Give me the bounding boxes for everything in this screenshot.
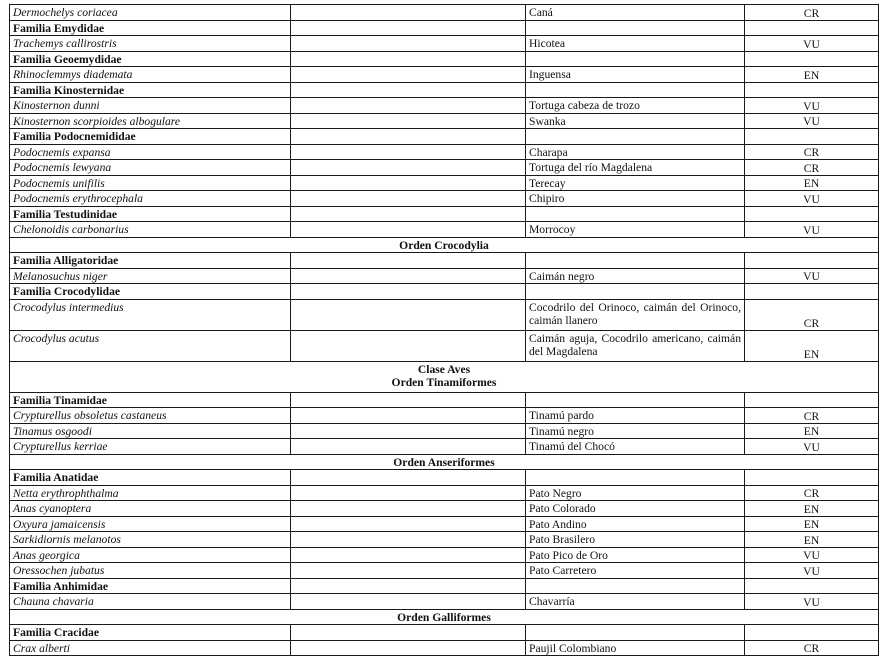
common-name-cell: Tinamú negro	[526, 423, 745, 439]
scientific-name-cell: Melanosuchus niger	[10, 268, 291, 284]
blank-cell	[291, 439, 526, 455]
species-status-table	[9, 4, 879, 656]
common-name-cell: Pato Negro	[526, 485, 745, 501]
family-name-cell: Familia Emydidae	[10, 20, 291, 36]
status-cell: VU	[745, 191, 879, 207]
species-row	[10, 516, 879, 532]
blank-cell	[291, 625, 526, 641]
family-row	[10, 284, 879, 300]
family-row	[10, 253, 879, 269]
species-row	[10, 423, 879, 439]
blank-cell	[291, 578, 526, 594]
blank-cell	[291, 36, 526, 52]
blank-cell	[291, 501, 526, 517]
blank-cell	[291, 160, 526, 176]
status-cell	[745, 284, 879, 300]
blank-cell	[291, 82, 526, 98]
family-name-cell: Familia Kinosternidae	[10, 82, 291, 98]
section-heading	[10, 454, 879, 470]
common-name-cell: Pato Brasilero	[526, 532, 745, 548]
blank-cell	[291, 175, 526, 191]
species-row	[10, 439, 879, 455]
common-name-cell: Tinamú pardo	[526, 408, 745, 424]
species-row	[10, 113, 879, 129]
status-cell: VU	[745, 98, 879, 114]
family-row	[10, 20, 879, 36]
common-name-cell: Paujil Colombiano	[526, 640, 745, 656]
taxon-section-row	[10, 237, 879, 253]
common-name-cell	[526, 392, 745, 408]
status-cell: EN	[745, 501, 879, 517]
blank-cell	[291, 222, 526, 238]
common-name-cell	[526, 206, 745, 222]
scientific-name-cell: Anas georgica	[10, 547, 291, 563]
status-cell	[745, 129, 879, 145]
status-cell	[745, 253, 879, 269]
species-row	[10, 36, 879, 52]
status-cell: VU	[745, 563, 879, 579]
section-heading	[10, 609, 879, 625]
common-name-cell: Hicotea	[526, 36, 745, 52]
species-row	[10, 160, 879, 176]
status-cell: CR	[745, 144, 879, 160]
status-cell: CR	[745, 640, 879, 656]
blank-cell	[291, 516, 526, 532]
family-name-cell: Familia Anatidae	[10, 470, 291, 486]
species-row	[10, 5, 879, 21]
status-cell: CR	[745, 5, 879, 21]
family-row	[10, 470, 879, 486]
scientific-name-cell: Podocnemis expansa	[10, 144, 291, 160]
status-cell: EN	[745, 516, 879, 532]
scientific-name-cell: Rhinoclemmys diademata	[10, 67, 291, 83]
common-name-cell	[526, 51, 745, 67]
status-cell	[745, 392, 879, 408]
family-name-cell: Familia Geoemydidae	[10, 51, 291, 67]
status-cell: VU	[745, 594, 879, 610]
status-cell: VU	[745, 547, 879, 563]
blank-cell	[291, 594, 526, 610]
species-row	[10, 299, 879, 330]
common-name-cell: Charapa	[526, 144, 745, 160]
common-name-cell: Caimán aguja, Cocodrilo americano, caimán del Magdalena	[526, 330, 745, 361]
species-row	[10, 594, 879, 610]
section-heading-line: Orden Tinamiformes	[391, 375, 497, 389]
common-name-cell: Tinamú del Chocó	[526, 439, 745, 455]
blank-cell	[291, 253, 526, 269]
status-cell: CR	[745, 485, 879, 501]
taxon-section-row	[10, 609, 879, 625]
scientific-name-cell: Sarkidiornis melanotos	[10, 532, 291, 548]
scientific-name-cell: Podocnemis unifilis	[10, 175, 291, 191]
scientific-name-cell: Podocnemis erythrocephala	[10, 191, 291, 207]
status-cell: VU	[745, 222, 879, 238]
species-row	[10, 532, 879, 548]
status-cell	[745, 20, 879, 36]
common-name-cell: Morrocoy	[526, 222, 745, 238]
scientific-name-cell: Podocnemis lewyana	[10, 160, 291, 176]
common-name-cell: Caná	[526, 5, 745, 21]
scientific-name-cell: Kinosternon scorpioides albogulare	[10, 113, 291, 129]
species-row	[10, 98, 879, 114]
common-name-cell: Inguensa	[526, 67, 745, 83]
status-cell: CR	[745, 299, 879, 330]
species-row	[10, 547, 879, 563]
blank-cell	[291, 144, 526, 160]
blank-cell	[291, 20, 526, 36]
blank-cell	[291, 113, 526, 129]
taxon-section-row	[10, 454, 879, 470]
species-row	[10, 67, 879, 83]
family-row	[10, 51, 879, 67]
common-name-cell	[526, 20, 745, 36]
status-cell: CR	[745, 408, 879, 424]
species-row	[10, 222, 879, 238]
family-name-cell: Familia Testudinidae	[10, 206, 291, 222]
common-name-cell	[526, 284, 745, 300]
scientific-name-cell: Netta erythrophthalma	[10, 485, 291, 501]
species-row	[10, 640, 879, 656]
blank-cell	[291, 392, 526, 408]
scientific-name-cell: Crocodylus acutus	[10, 330, 291, 361]
species-row	[10, 563, 879, 579]
blank-cell	[291, 284, 526, 300]
common-name-cell: Pato Carretero	[526, 563, 745, 579]
status-cell	[745, 51, 879, 67]
scientific-name-cell: Crax alberti	[10, 640, 291, 656]
common-name-cell	[526, 625, 745, 641]
common-name-cell: Cocodrilo del Orinoco, caimán del Orinoco, caimán llanero	[526, 299, 745, 330]
common-name-cell: Swanka	[526, 113, 745, 129]
status-cell: VU	[745, 113, 879, 129]
blank-cell	[291, 5, 526, 21]
status-cell	[745, 578, 879, 594]
table-body	[10, 5, 879, 656]
scientific-name-cell: Crypturellus obsoletus castaneus	[10, 408, 291, 424]
scientific-name-cell: Chauna chavaria	[10, 594, 291, 610]
blank-cell	[291, 268, 526, 284]
family-name-cell: Familia Tinamidae	[10, 392, 291, 408]
family-row	[10, 578, 879, 594]
common-name-cell: Pato Colorado	[526, 501, 745, 517]
blank-cell	[291, 51, 526, 67]
common-name-cell: Chipiro	[526, 191, 745, 207]
status-cell: EN	[745, 175, 879, 191]
status-cell	[745, 82, 879, 98]
blank-cell	[291, 485, 526, 501]
family-row	[10, 625, 879, 641]
species-row	[10, 408, 879, 424]
family-row	[10, 82, 879, 98]
species-row	[10, 485, 879, 501]
common-name-cell	[526, 578, 745, 594]
status-cell	[745, 625, 879, 641]
status-cell: VU	[745, 268, 879, 284]
common-name-cell: Caimán negro	[526, 268, 745, 284]
section-heading-line: Orden Crocodylia	[399, 238, 489, 252]
status-cell	[745, 470, 879, 486]
section-heading-line: Clase Aves	[417, 362, 471, 376]
section-heading-line: Orden Anseriformes	[393, 455, 495, 469]
blank-cell	[291, 640, 526, 656]
scientific-name-cell: Oressochen jubatus	[10, 563, 291, 579]
common-name-cell: Tortuga cabeza de trozo	[526, 98, 745, 114]
blank-cell	[291, 470, 526, 486]
common-name-cell	[526, 82, 745, 98]
common-name-cell	[526, 253, 745, 269]
common-name-cell: Pato Andino	[526, 516, 745, 532]
species-row	[10, 501, 879, 517]
blank-cell	[291, 299, 526, 330]
family-row	[10, 392, 879, 408]
common-name-cell	[526, 470, 745, 486]
common-name-cell: Tortuga del río Magdalena	[526, 160, 745, 176]
family-row	[10, 129, 879, 145]
blank-cell	[291, 129, 526, 145]
scientific-name-cell: Oxyura jamaicensis	[10, 516, 291, 532]
blank-cell	[291, 423, 526, 439]
species-row	[10, 191, 879, 207]
scientific-name-cell: Trachemys callirostris	[10, 36, 291, 52]
common-name-cell	[526, 129, 745, 145]
taxon-section-row	[10, 361, 879, 392]
family-name-cell: Familia Anhimidae	[10, 578, 291, 594]
common-name-cell: Terecay	[526, 175, 745, 191]
blank-cell	[291, 330, 526, 361]
status-cell: CR	[745, 160, 879, 176]
section-heading-line: Orden Galliformes	[397, 610, 491, 624]
status-cell: VU	[745, 439, 879, 455]
family-name-cell: Familia Podocnemididae	[10, 129, 291, 145]
species-row	[10, 268, 879, 284]
blank-cell	[291, 532, 526, 548]
blank-cell	[291, 547, 526, 563]
common-name-cell: Chavarría	[526, 594, 745, 610]
blank-cell	[291, 98, 526, 114]
scientific-name-cell: Anas cyanoptera	[10, 501, 291, 517]
blank-cell	[291, 206, 526, 222]
blank-cell	[291, 191, 526, 207]
scientific-name-cell: Tinamus osgoodi	[10, 423, 291, 439]
blank-cell	[291, 67, 526, 83]
status-cell	[745, 206, 879, 222]
family-name-cell: Familia Crocodylidae	[10, 284, 291, 300]
status-cell: EN	[745, 532, 879, 548]
species-row	[10, 144, 879, 160]
family-name-cell: Familia Alligatoridae	[10, 253, 291, 269]
blank-cell	[291, 408, 526, 424]
species-row	[10, 175, 879, 191]
scientific-name-cell: Kinosternon dunni	[10, 98, 291, 114]
status-cell: EN	[745, 423, 879, 439]
scientific-name-cell: Chelonoidis carbonarius	[10, 222, 291, 238]
status-cell: VU	[745, 36, 879, 52]
status-cell: EN	[745, 330, 879, 361]
section-heading	[10, 361, 879, 392]
scientific-name-cell: Crypturellus kerriae	[10, 439, 291, 455]
family-row	[10, 206, 879, 222]
scientific-name-cell: Crocodylus intermedius	[10, 299, 291, 330]
common-name-cell: Pato Pico de Oro	[526, 547, 745, 563]
status-cell: EN	[745, 67, 879, 83]
scientific-name-cell: Dermochelys coriacea	[10, 5, 291, 21]
blank-cell	[291, 563, 526, 579]
species-row	[10, 330, 879, 361]
section-heading	[10, 237, 879, 253]
family-name-cell: Familia Cracidae	[10, 625, 291, 641]
